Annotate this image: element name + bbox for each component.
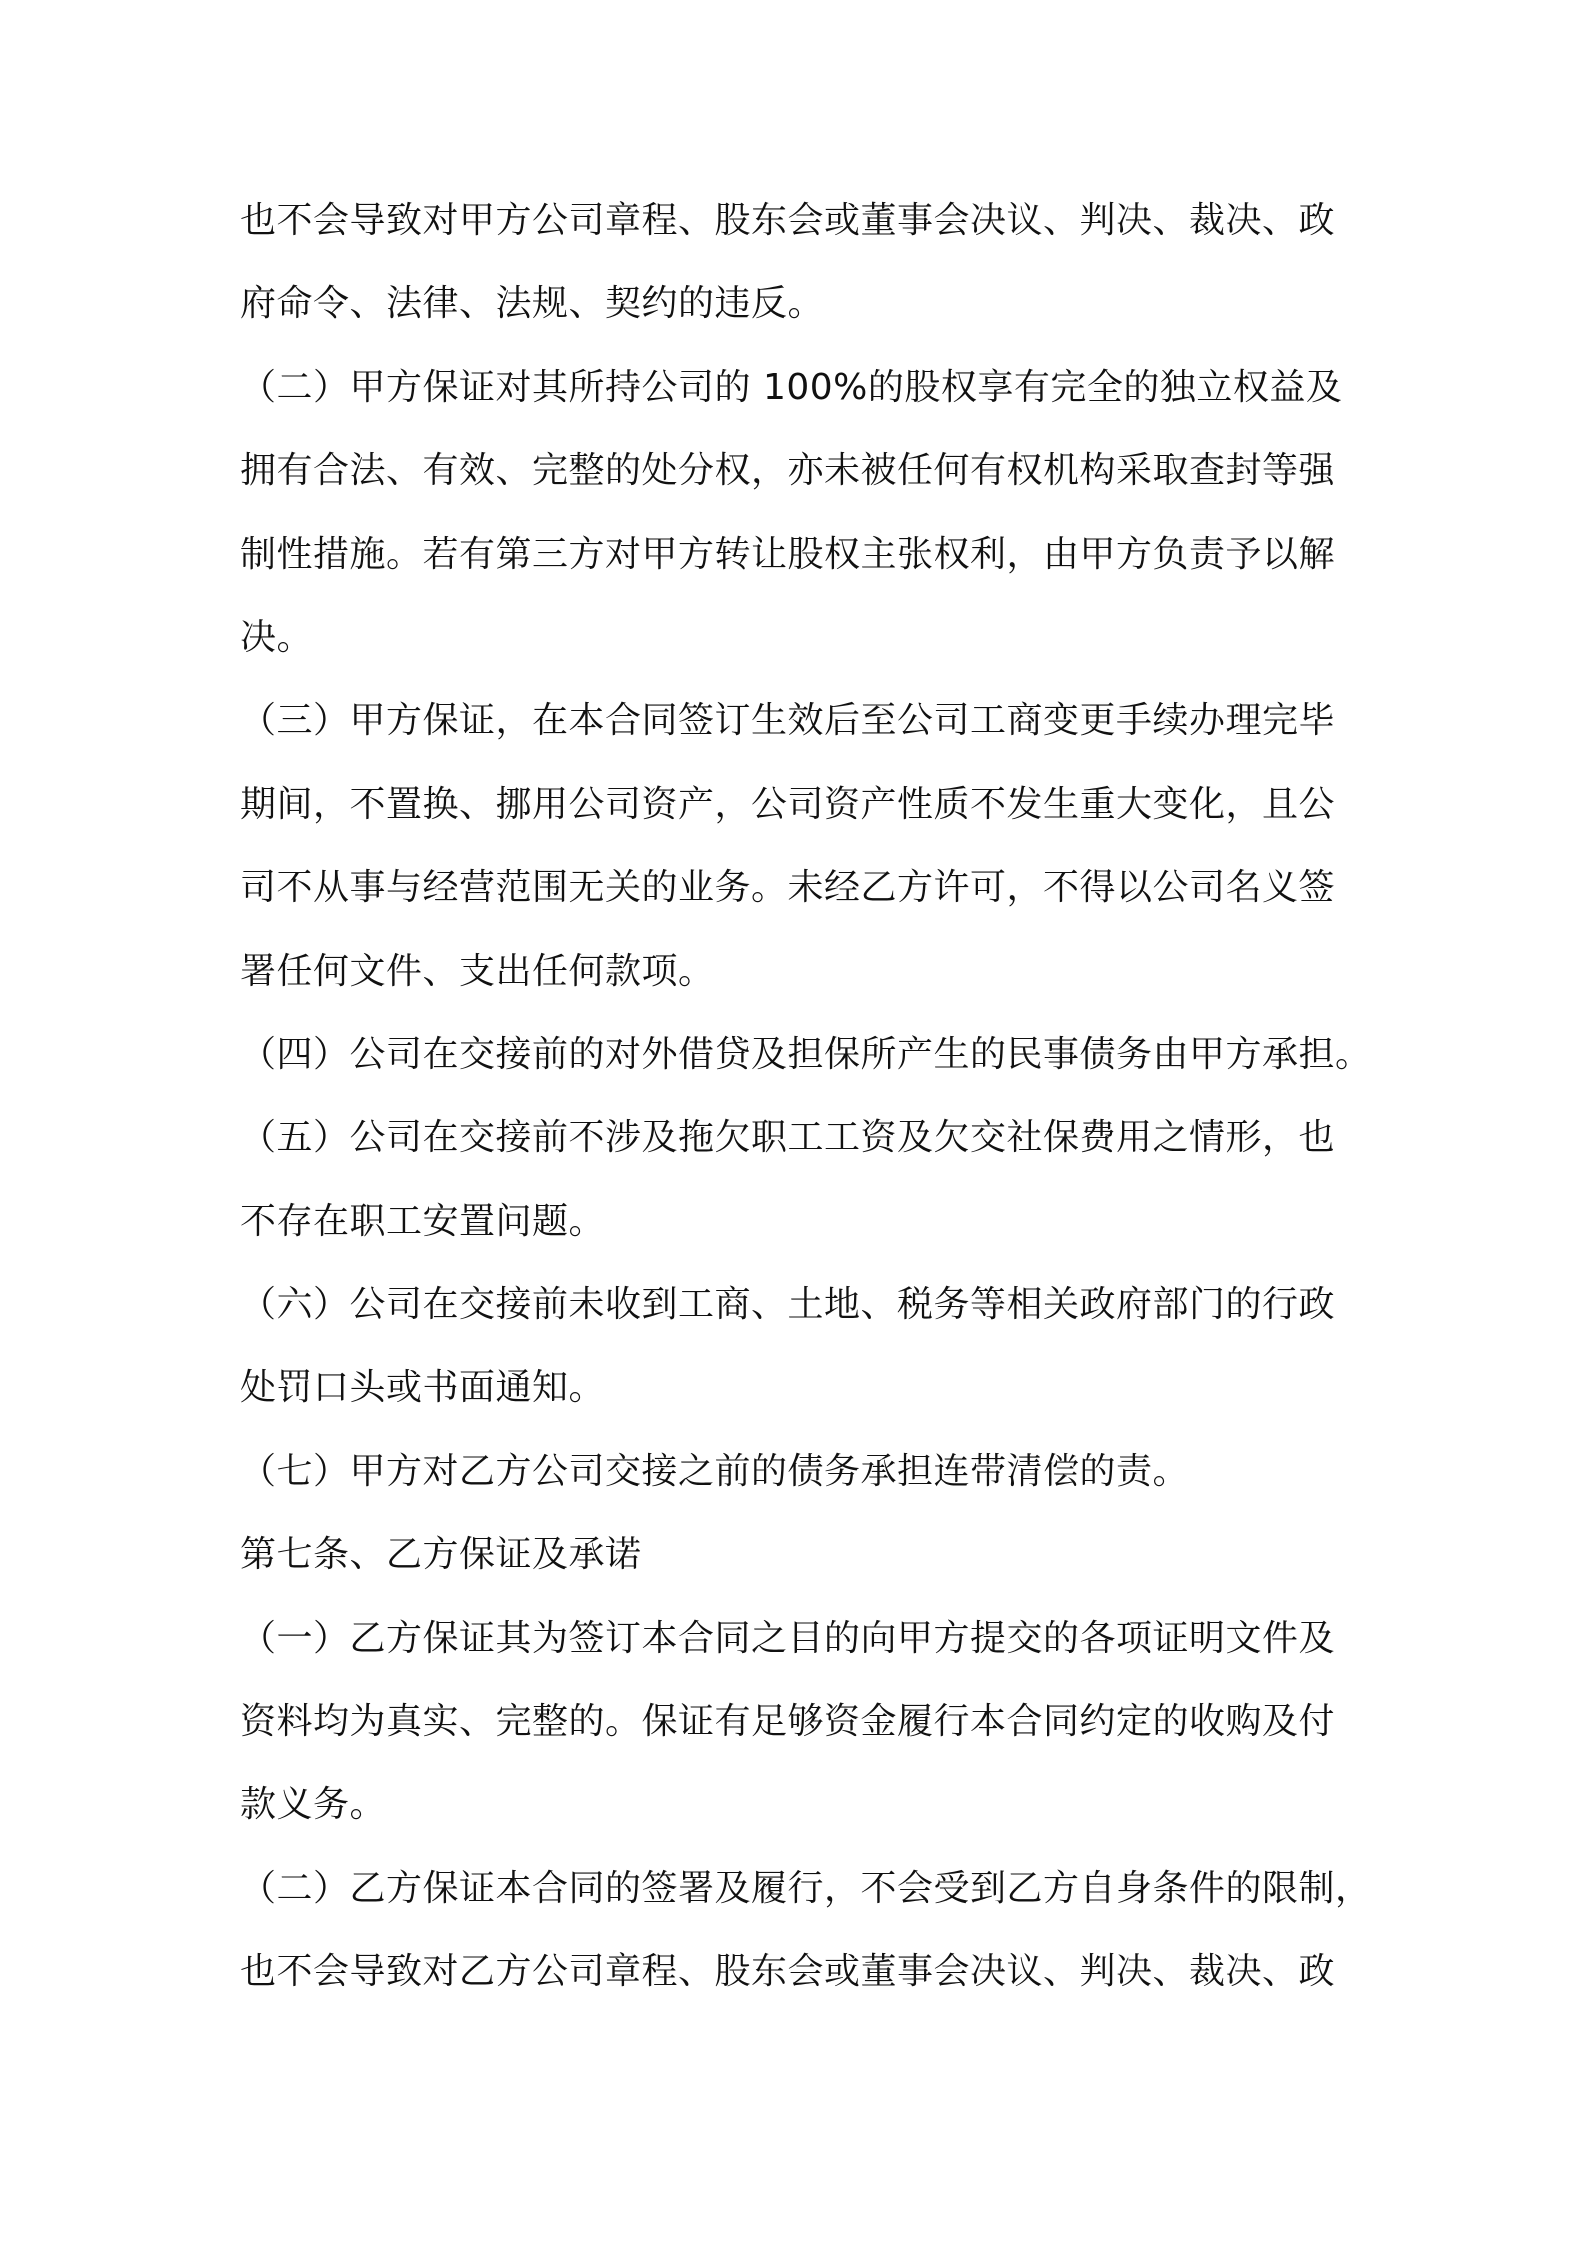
text-line: （四）公司在交接前的对外借贷及担保所产生的民事债务由甲方承担。 — [240, 1033, 1372, 1075]
text-line: （五）公司在交接前不涉及拖欠职工工资及欠交社保费用之情形，也 — [240, 1117, 1336, 1159]
text-line: （二）甲方保证对其所持公司的 100%的股权享有完全的独立权益及 — [240, 366, 1343, 408]
section-heading: 第七条、乙方保证及承诺 — [240, 1534, 642, 1576]
text-line: 也不会导致对甲方公司章程、股东会或董事会决议、判决、裁决、政 — [240, 200, 1336, 241]
text-line: （六）公司在交接前未收到工商、土地、税务等相关政府部门的行政 — [240, 1284, 1336, 1326]
text-line: 拥有合法、有效、完整的处分权，亦未被任何有权机构采取查封等强 — [240, 450, 1336, 492]
text-line: 决。 — [240, 616, 314, 658]
text-line: 资料均为真实、完整的。保证有足够资金履行本合同约定的收购及付 — [240, 1701, 1336, 1743]
text-line: （二）乙方保证本合同的签署及履行，不会受到乙方自身条件的限制， — [240, 1867, 1372, 1909]
document-page — [240, 196, 1372, 2031]
text-line: 款义务。 — [240, 1784, 387, 1826]
text-line: 期间，不置换、挪用公司资产，公司资产性质不发生重大变化，且公 — [240, 783, 1336, 825]
text-line: 府命令、法律、法规、契约的违反。 — [240, 283, 825, 325]
text-line: 署任何文件、支出任何款项。 — [240, 950, 715, 992]
text-line: 司不从事与经营范围无关的业务。未经乙方许可，不得以公司名义签 — [240, 867, 1336, 909]
text-line: （一）乙方保证其为签订本合同之目的向甲方提交的各项证明文件及 — [240, 1617, 1336, 1659]
text-line: （七）甲方对乙方公司交接之前的债务承担连带清偿的责。 — [240, 1450, 1190, 1492]
text-line: 处罚口头或书面通知。 — [240, 1367, 606, 1409]
text-line: 不存在职工安置问题。 — [240, 1200, 606, 1242]
text-line: （三）甲方保证，在本合同签订生效后至公司工商变更手续办理完毕 — [240, 700, 1336, 742]
text-line: 制性措施。若有第三方对甲方转让股权主张权利，由甲方负责予以解 — [240, 533, 1336, 575]
text-line: 也不会导致对乙方公司章程、股东会或董事会决议、判决、裁决、政 — [240, 1951, 1336, 1993]
